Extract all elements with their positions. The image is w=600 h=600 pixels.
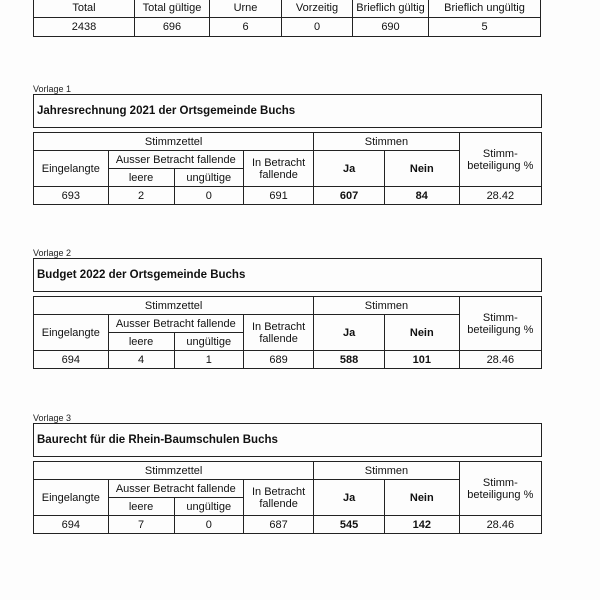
eingelangte-header: Eingelangte (34, 315, 109, 351)
ungueltige-header: ungültige (174, 498, 243, 516)
summary-value-row (34, 18, 541, 37)
summary-header-cell: Total gültige (135, 0, 210, 18)
nein-value: 101 (384, 351, 459, 369)
leere-header: leere (108, 333, 174, 351)
stimmzettel-header: Stimmzettel (34, 133, 314, 151)
vorlage-title: Budget 2022 der Ortsgemeinde Buchs (33, 258, 542, 292)
beteiligung-value: 28.42 (459, 187, 541, 205)
leere-value: 2 (108, 187, 174, 205)
stimmzettel-header: Stimmzettel (34, 462, 314, 480)
ja-header: Ja (314, 315, 385, 351)
nein-value: 142 (384, 516, 459, 534)
results-table (33, 296, 542, 369)
summary-header-cell: Brieflich ungültig (429, 0, 541, 18)
ungueltige-header: ungültige (174, 333, 243, 351)
summary-header-cell: Brieflich gültig (353, 0, 429, 18)
vorlage-section (33, 94, 542, 205)
summary-value-cell: 2438 (34, 18, 135, 37)
results-row (34, 351, 542, 369)
leere-value: 7 (108, 516, 174, 534)
ungueltige-header: ungültige (174, 169, 243, 187)
stimmen-header: Stimmen (314, 297, 459, 315)
stimmen-header: Stimmen (314, 462, 459, 480)
ja-header: Ja (314, 151, 385, 187)
ausser-betracht-header: Ausser Betracht fallende (108, 315, 243, 333)
ja-header: Ja (314, 480, 385, 516)
vorlage-section (33, 258, 542, 369)
leere-value: 4 (108, 351, 174, 369)
in-betracht-value: 687 (243, 516, 313, 534)
vorlage-title: Jahresrechnung 2021 der Ortsgemeinde Buchs (33, 94, 542, 128)
stimmzettel-header: Stimmzettel (34, 297, 314, 315)
summary-header-cell: Total (34, 0, 135, 18)
in-betracht-header: In Betracht fallende (243, 151, 313, 187)
results-row (34, 516, 542, 534)
summary-value-cell: 5 (429, 18, 541, 37)
summary-value-cell: 696 (135, 18, 210, 37)
stimmen-header: Stimmen (314, 133, 459, 151)
nein-header: Nein (384, 315, 459, 351)
ungueltige-value: 0 (174, 187, 243, 205)
vorlage-label: Vorlage 2 (33, 248, 72, 258)
ausser-betracht-header: Ausser Betracht fallende (108, 480, 243, 498)
vorlage-section (33, 423, 542, 534)
vorlage-label: Vorlage 1 (33, 84, 72, 94)
summary-value-cell: 690 (353, 18, 429, 37)
summary-value-cell: 6 (210, 18, 282, 37)
leere-header: leere (108, 169, 174, 187)
summary-header-row (34, 0, 541, 18)
beteiligung-header: Stimm-beteiligung % (459, 133, 541, 187)
in-betracht-value: 689 (243, 351, 313, 369)
in-betracht-header: In Betracht fallende (243, 480, 313, 516)
nein-header: Nein (384, 480, 459, 516)
summary-table (33, 0, 541, 37)
eingelangte-header: Eingelangte (34, 480, 109, 516)
ungueltige-value: 0 (174, 516, 243, 534)
beteiligung-header: Stimm-beteiligung % (459, 297, 541, 351)
beteiligung-header: Stimm-beteiligung % (459, 462, 541, 516)
beteiligung-value: 28.46 (459, 516, 541, 534)
nein-header: Nein (384, 151, 459, 187)
in-betracht-value: 691 (243, 187, 313, 205)
beteiligung-value: 28.46 (459, 351, 541, 369)
eingelangte-header: Eingelangte (34, 151, 109, 187)
vorlage-title: Baurecht für die Rhein-Baumschulen Buchs (33, 423, 542, 457)
ja-value: 545 (314, 516, 385, 534)
eingelangte-value: 694 (34, 516, 109, 534)
ungueltige-value: 1 (174, 351, 243, 369)
eingelangte-value: 694 (34, 351, 109, 369)
vorlage-label: Vorlage 3 (33, 413, 72, 423)
ja-value: 607 (314, 187, 385, 205)
results-row (34, 187, 542, 205)
results-table (33, 461, 542, 534)
ausser-betracht-header: Ausser Betracht fallende (108, 151, 243, 169)
leere-header: leere (108, 498, 174, 516)
in-betracht-header: In Betracht fallende (243, 315, 313, 351)
summary-header-cell: Urne (210, 0, 282, 18)
summary-value-cell: 0 (282, 18, 353, 37)
summary-header-cell: Vorzeitig (282, 0, 353, 18)
eingelangte-value: 693 (34, 187, 109, 205)
nein-value: 84 (384, 187, 459, 205)
ja-value: 588 (314, 351, 385, 369)
results-table (33, 132, 542, 205)
